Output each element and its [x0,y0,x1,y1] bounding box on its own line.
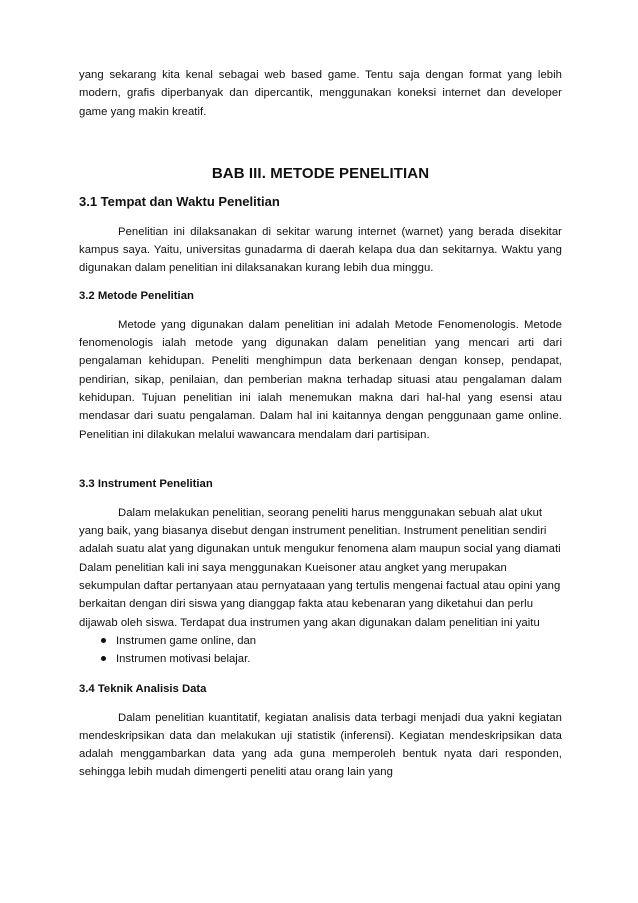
section-32-heading: 3.2 Metode Penelitian [79,289,194,302]
list-item-label: Instrumen motivasi belajar. [116,653,251,666]
instrument-list [79,632,562,669]
list-item-label: Instrumen game online, dan [116,634,257,647]
section-31-heading: 3.1 Tempat dan Waktu Penelitian [79,193,280,209]
section-32-body: Metode yang digunakan dalam penelitian ini adalah Metode Fenomenologis. Metode fenomenologis ialah metode yang digunakan dalam penelitian yang mencari arti dari pengalaman kehidupan. Peneliti menghimpun data berkenaan dengan konsep, pendapat, pendirian, sikap, penilaian, dan pemberian makna terhadap situasi atau pengalaman dalam kehidupan. Tujuan penelitian ini ialah menemukan makna dari hal-hal yang esensi atau mendasar dari suatu pengalaman. Dalam hal ini kaitannya dengan penggunaan game online. Penelitian ini dilakukan melalui wawancara mendalam dari partisipan. [79,318,562,441]
section-34-body: Dalam penelitian kuantitatif, kegiatan analisis data terbagi menjadi dua yakni kegiatan mendeskripsikan data dan melakukan uji statistik (inferensi). Kegiatan mendeskripsikan data adalah menggambarkan data yang ada guna memperoleh bentuk nyata dari responden, sehingga lebih mudah dimengerti peneliti atau orang lain yang [79,711,562,779]
section-33-body: Dalam melakukan penelitian, seorang peneliti harus menggunakan sebuah alat ukut yang baik, yang biasanya disebut dengan instrument penelitian. Instrument penelitian sendiri adalah suatu alat yang digunakan untuk mengukur fenomena alam maupun social yang diamati Dalam penelitian kali ini saya menggunakan Kueisoner atau angket yang merupakan sekumpulan daftar pertanyaan atau pernyataaan yang tertulis mengenai factual atau opini yang berkaitan dengan diri siswa yang dianggap fakta atau kebenaran yang diketahui dan perlu dijawab oleh siswa. Terdapat dua instrumen yang akan digunakan dalam penelitian ini yaitu [79,506,561,629]
list-item [79,632,562,650]
section-31-body: Penelitian ini dilaksanakan di sekitar warung internet (warnet) yang berada disekitar kampus saya. Yaitu, universitas gunadarma di daerah kelapa dua dan sekitarnya. Waktu yang digunakan dalam penelitian ini dilaksanakan kurang lebih dua minggu. [79,225,562,275]
list-item [79,650,562,668]
bullet-icon [101,638,106,643]
intro-paragraph: yang sekarang kita kenal sebagai web based game. Tentu saja dengan format yang lebih modern, grafis diperbanyak dan dipercantik, menggunakan koneksi internet dan developer game yang makin kreatif. [79,69,562,118]
section-33-heading: 3.3 Instrument Penelitian [79,477,213,490]
section-34-heading: 3.4 Teknik Analisis Data [79,682,207,695]
document-page [79,66,562,782]
chapter-title: BAB III. METODE PENELITIAN [211,164,430,182]
bullet-icon [101,656,106,661]
